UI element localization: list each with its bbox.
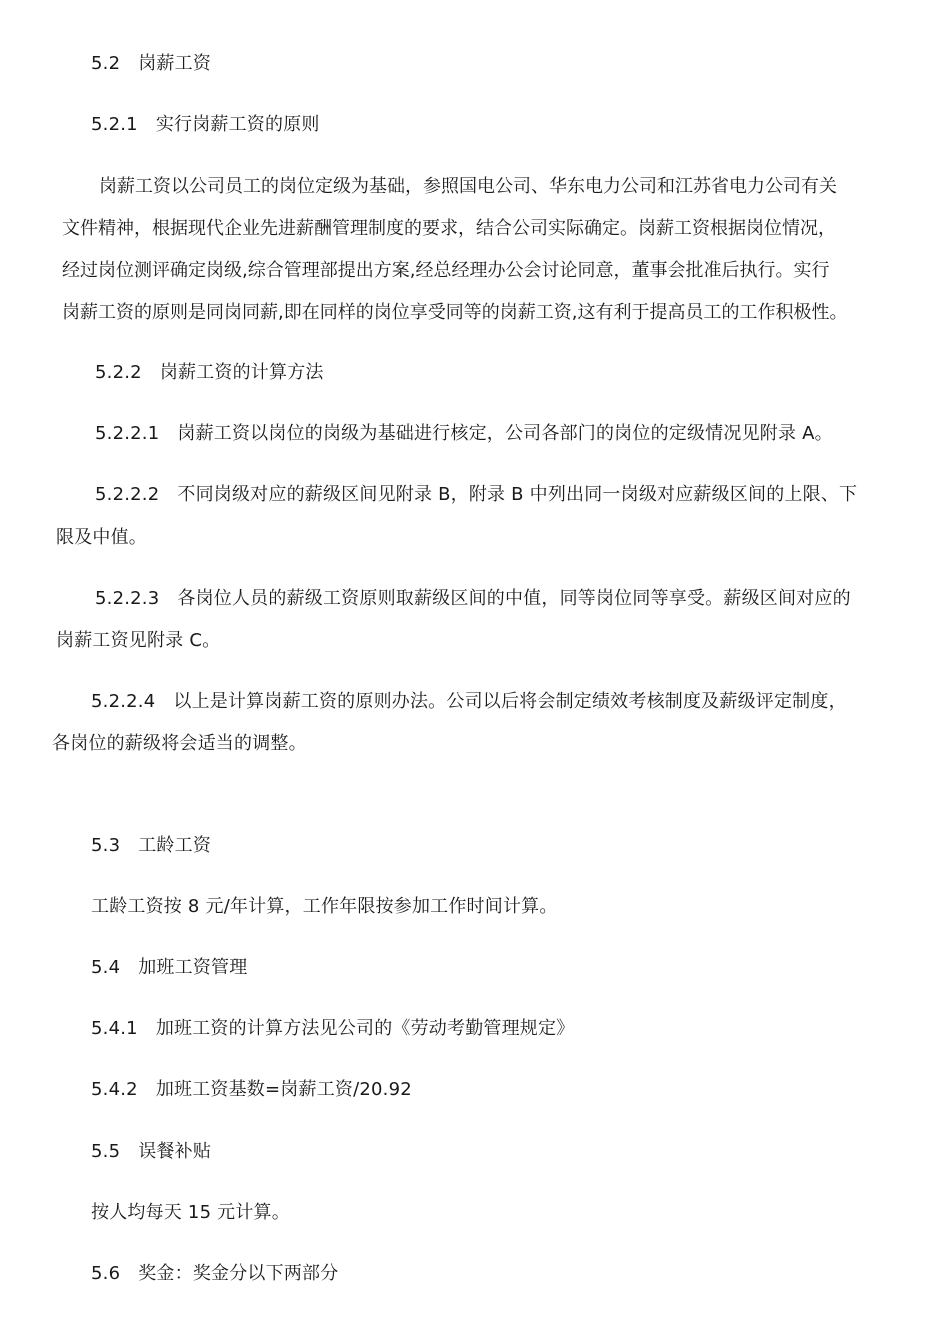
clause-5-2-2-2 (95, 483, 857, 507)
heading-5-2-2 (95, 361, 324, 385)
heading-5-2 (91, 52, 211, 76)
heading-5-3 (91, 834, 211, 858)
section-number: 5.4.2 (91, 1079, 138, 1100)
clause-number: 5.2.2.3 (95, 588, 160, 609)
section-title: 加班工资管理 (138, 957, 248, 978)
clause-number: 5.2.2.2 (95, 484, 160, 505)
paragraph-meal-allowance: 按人均每天 15 元计算。 (91, 1202, 290, 1223)
section-title: 实行岗薪工资的原则 (155, 114, 320, 135)
paragraph-line: 岗薪工资的原则是同岗同薪,即在同样的岗位享受同等的岗薪工资,这有利于提高员工的工作积极性。 (62, 302, 848, 323)
clause-text: 以上是计算岗薪工资的原则办法。公司以后将会制定绩效考核制度及薪级评定制度， (173, 691, 847, 712)
heading-5-6 (91, 1262, 338, 1286)
section-title: 工龄工资 (138, 835, 212, 856)
clause-number: 5.2.2.4 (91, 691, 156, 712)
paragraph-line: 文件精神，根据现代企业先进薪酬管理制度的要求，结合公司实际确定。岗薪工资根据岗位情况， (62, 218, 836, 239)
section-number: 5.2.1 (91, 114, 138, 135)
section-number: 5.2 (91, 53, 121, 74)
section-number: 5.4 (91, 957, 121, 978)
heading-5-4 (91, 956, 247, 980)
heading-5-4-1 (91, 1017, 574, 1041)
section-title: 岗薪工资 (138, 53, 212, 74)
paragraph-line: 经过岗位测评确定岗级,综合管理部提出方案,经总经理办公会讨论同意，董事会批准后执行。实行 (62, 260, 830, 281)
paragraph-seniority-pay: 工龄工资按 8 元/年计算，工作年限按参加工作时间计算。 (91, 896, 558, 917)
section-number: 5.2.2 (95, 362, 142, 383)
section-number: 5.3 (91, 835, 121, 856)
paragraph-line: 岗薪工资以公司员工的岗位定级为基础，参照国电公司、华东电力公司和江苏省电力公司有关 (99, 176, 837, 197)
clause-5-2-2-2-continuation: 限及中值。 (56, 527, 147, 548)
clause-5-2-2-4 (91, 690, 847, 714)
section-number: 5.4.1 (91, 1018, 138, 1039)
section-number: 5.5 (91, 1141, 121, 1162)
heading-5-5 (91, 1140, 211, 1164)
clause-number: 5.2.2.1 (95, 423, 160, 444)
section-title: 岗薪工资的计算方法 (159, 362, 324, 383)
section-title: 加班工资基数=岗薪工资/20.92 (155, 1079, 412, 1100)
clause-5-2-2-3 (95, 587, 851, 611)
clause-5-2-2-1 (95, 422, 833, 446)
clause-text: 岗薪工资以岗位的岗级为基础进行核定，公司各部门的岗位的定级情况见附录 A。 (177, 423, 833, 444)
section-title: 奖金：奖金分以下两部分 (138, 1263, 339, 1284)
heading-5-4-2 (91, 1078, 412, 1102)
section-title: 加班工资的计算方法见公司的《劳动考勤管理规定》 (155, 1018, 575, 1039)
section-title: 误餐补贴 (138, 1141, 212, 1162)
clause-text: 不同岗级对应的薪级区间见附录 B，附录 B 中列出同一岗级对应薪级区间的上限、下 (177, 484, 858, 505)
paragraph-principle (62, 166, 847, 334)
clause-5-2-2-4-continuation: 各岗位的薪级将会适当的调整。 (52, 733, 307, 754)
clause-5-2-2-3-continuation: 岗薪工资见附录 C。 (56, 630, 221, 651)
clause-text: 各岗位人员的薪级工资原则取薪级区间的中值，同等岗位同等享受。薪级区间对应的 (177, 588, 851, 609)
section-number: 5.6 (91, 1263, 121, 1284)
heading-5-2-1 (91, 113, 320, 137)
